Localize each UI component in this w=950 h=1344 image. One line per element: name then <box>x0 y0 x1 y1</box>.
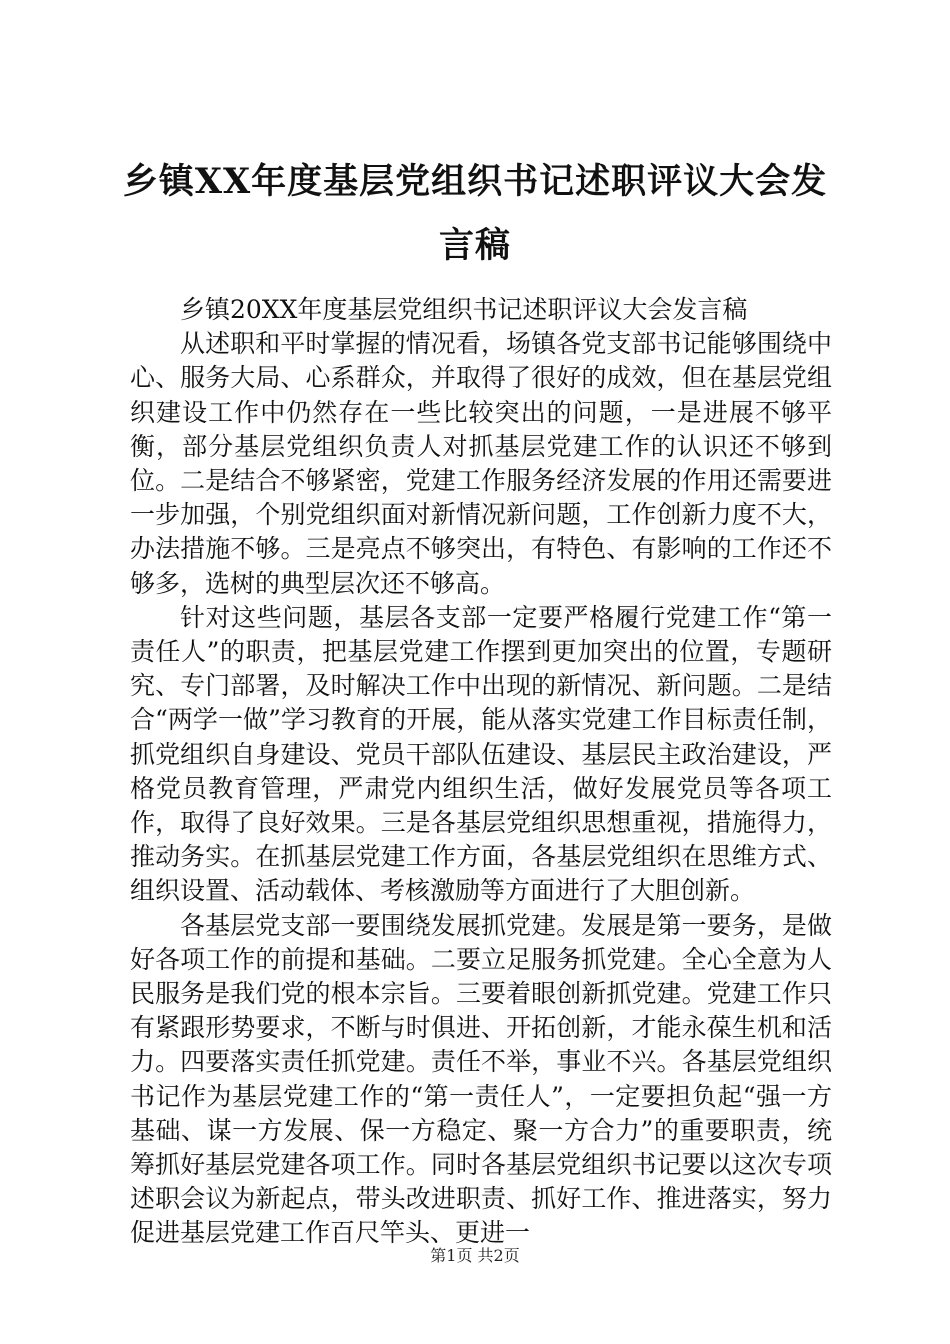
page-number: 第1页 共2页 <box>430 1246 520 1265</box>
paragraph: 各基层党支部一要围绕发展抓党建。发展是第一要务，是做好各项工作的前提和基础。二要立足服务抓党建。全心全意为人民服务是我们党的根本宗旨。三要着眼创新抓党建。党建工作只有紧跟形势要求，不断与时俱进、开拓创新，才能永葆生机和活力。四要落实责任抓党建。责任不举，事业不兴。各基层党组织书记作为基层党建工作的“第一责任人”，一定要担负起“强一方基础、谋一方发展、保一方稳定、聚一方合力”的重要职责，统筹抓好基层党建各项工作。同时各基层党组织书记要以这次专项述职会议为新起点，带头改进职责、抓好工作、推进落实，努力促进基层党建工作百尺竿头、更进一 <box>130 910 832 1248</box>
paragraph-subtitle: 乡镇20XX年度基层党组织书记述职评议大会发言稿 <box>180 295 748 324</box>
document-title: 乡镇XX年度基层党组织书记述职评议大会发言稿 <box>122 161 828 266</box>
document-body <box>130 293 832 1251</box>
paragraph: 针对这些问题，基层各支部一定要严格履行党建工作“第一责任人”的职责，把基层党建工作摆到更加突出的位置，专题研究、专门部署，及时解决工作中出现的新情况、新问题。二是结合“两学一做”学习教育的开展，能从落实党建工作目标责任制，抓党组织自身建设、党员干部队伍建设、基层民主政治建设，严格党员教育管理，严肃党内组织生活，做好发展党员等各项工作，取得了良好效果。三是各基层党组织思想重视，措施得力，推动务实。在抓基层党建工作方面，各基层党组织在思维方式、组织设置、活动载体、考核激励等方面进行了大胆创新。 <box>130 602 832 906</box>
paragraph: 从述职和平时掌握的情况看，场镇各党支部书记能够围绕中心、服务大局、心系群众，并取得了很好的成效，但在基层党组织建设工作中仍然存在一些比较突出的问题，一是进展不够平衡，部分基层党组织负责人对抓基层党建工作的认识还不够到位。二是结合不够紧密，党建工作服务经济发展的作用还需要进一步加强，个别党组织面对新情况新问题，工作创新力度不大，办法措施不够。三是亮点不够突出，有特色、有影响的工作还不够多，选树的典型层次还不够高。 <box>130 329 832 598</box>
